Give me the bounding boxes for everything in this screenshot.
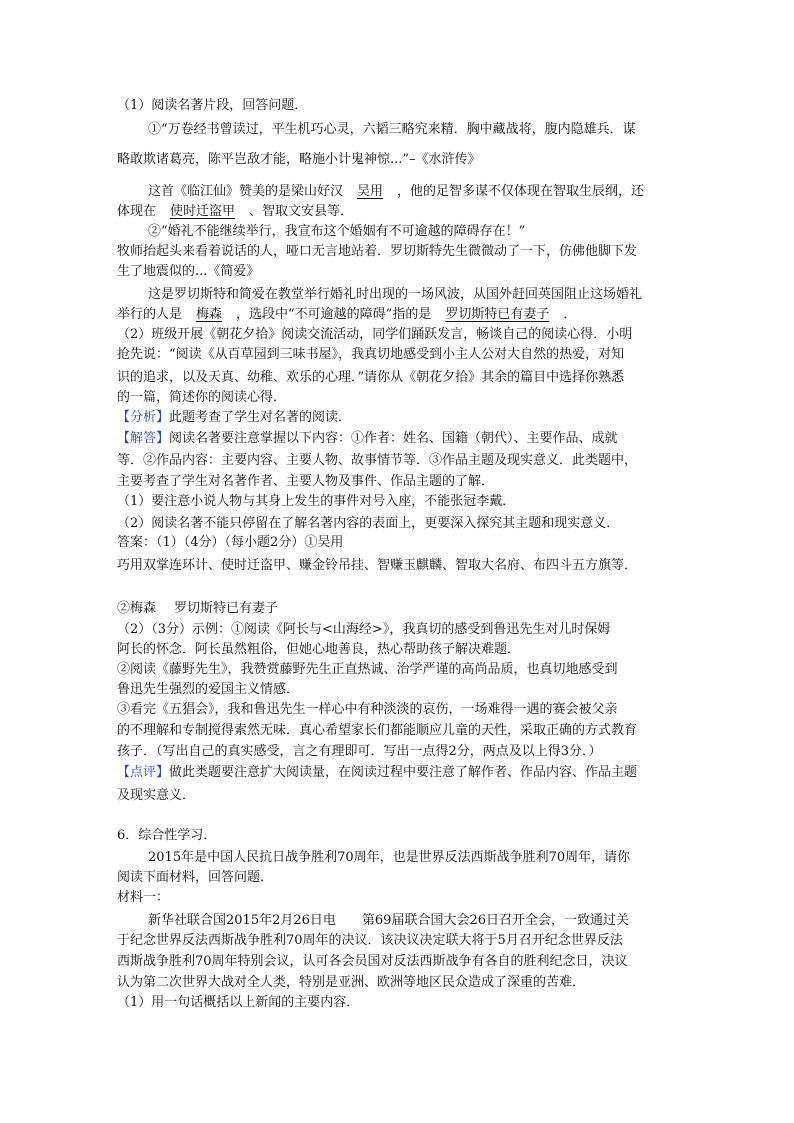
comment-line-1: 【点评】做此类题要注意扩大阅读量，在阅读过程中要注意了解作者、作品内容、作品主题 [117, 765, 638, 780]
answer-tag: 【解答】 [117, 431, 170, 446]
answer-line-14: 的不理解和专制搅得索然无味．真心希望家长们都能顺应儿童的天性，采取正确的方式教育 [117, 723, 638, 738]
q6-title: 6．综合性学习． [117, 828, 217, 843]
jianai-quote-line-2: 牧师抬起头来看着说话的人，哑口无言地站着．罗切斯特先生微微动了一下，仿佛他脚下发 [117, 244, 638, 259]
answer-line-1: 【解答】阅读名著要注意掌握以下内容：①作者：姓名、国籍（朝代）、主要作品、成就 [117, 431, 618, 446]
material-line-2: 于纪念世界反法西斯战争胜利70周年的决议．该决议决定联大将于5月召开纪念世界反法 [117, 933, 623, 948]
q6-intro-line-1: 2015年是中国人民抗日战争胜利70周年，也是世界反法西斯战争胜利70周年，请你 [148, 850, 631, 865]
answer-line-2: 等．②作品内容：主要内容、主要人物、故事情节等．③作品主题及现实意义．此类题中， [117, 453, 638, 468]
answer-line-8: ②梅森 罗切斯特已有妻子 [117, 601, 279, 616]
jianai-question-line-1: 这是罗切斯特和简爱在教堂举行婚礼时出现的一场风波，从国外赶回英国阻止这场婚礼 [148, 287, 643, 302]
q2-line-4: 的一篇，简述你的阅读心得． [117, 390, 287, 405]
q2-line-1: （2）班级开展《朝花夕拾》阅读交流活动，同学们踊跃发言，畅谈自己的阅读心得．小明 [117, 327, 633, 342]
answer-line-13: ③看完《五猖会》，我和鲁迅先生一样心中有种淡淡的哀伤，一场难得一遇的赛会被父亲 [117, 702, 618, 717]
answer-wuyong: 吴用 [357, 184, 384, 199]
comment-tag: 【点评】 [117, 765, 170, 780]
q6-intro-line-2: 阅读下面材料，回答问题． [117, 870, 274, 885]
answer-line-9: （2）（3分）示例：①阅读《阿长与<山海经>》，我真切的感受到鲁迅先生对儿时保姆 [117, 622, 611, 637]
q6-question-1: （1）用一句话概括以上新闻的主要内容． [117, 995, 360, 1010]
q2-line-2: 抢先说：“阅读《从百草园到三味书屋》，我真切地感受到小主人公对大自然的热爱，对知 [117, 347, 625, 362]
material-label: 材料一： [117, 890, 170, 905]
answer-line-11: ②阅读《藤野先生》，我赞赏藤野先生正直热诚、治学严谨的高尚品质，也真切地感受到 [117, 662, 618, 677]
answer-line-6: 答案：（1）（4分）（每小题2分）①吴用 [117, 535, 344, 550]
material-line-4: 认为第二次世界大战对全人类，特别是亚洲、欧洲等地区民众造成了深重的苦难． [117, 975, 586, 990]
answer-line-4: （1）要注意小说人物与其身上发生的事件对号入座，不能张冠李戴． [117, 494, 516, 509]
linjiangxian-line-2: 体现在 使时迁盗甲 、智取文安县等． [117, 204, 354, 219]
q2-line-3: 识的追求，以及天真、幼稚、欢乐的心理．”请你从《朝花夕拾》其余的篇目中选择你熟悉 [117, 370, 625, 385]
answer-wife: 罗切斯特已有妻子 [445, 307, 550, 322]
linjiangxian-line-1: 这首《临江仙》赞美的是梁山好汉 吴用 ，他的足智多谋不仅体现在智取生辰纲，还 [148, 184, 645, 199]
jianai-question-line-2: 举行的人是 梅森 ，选段中“不可逾越的障碍”指的是 罗切斯特已有妻子 ． [117, 307, 577, 322]
answer-line-10: 阿长的怀念．阿长虽然粗俗，但她心地善良，热心帮助孩子解决难题． [117, 642, 521, 657]
answer-line-3: 主要考查了学生对名著作者、主要人物及事件、作品主题的了解． [117, 474, 495, 489]
answer-meisen: 梅森 [196, 307, 223, 322]
analysis: 【分析】此题考查了学生对名著的阅读． [117, 410, 352, 425]
analysis-tag: 【分析】 [117, 410, 170, 425]
answer-shishi: 使时迁盗甲 [170, 204, 236, 219]
comment-line-2: 及现实意义． [117, 788, 196, 803]
material-line-3: 西斯战争胜利70周年特别会议，认可各会员国对反法西斯战争有各自的胜利纪念日，决议 [117, 954, 628, 969]
answer-line-5: （2）阅读名著不能只停留在了解名著内容的表面上，更要深入探究其主题和现实意义． [117, 516, 620, 531]
material-line-1: 新华社联合国2015年2月26日电 第69届联合国大会26日召开全会，一致通过关 [148, 913, 629, 928]
q1-intro: （1）阅读名著片段，回答问题． [117, 98, 308, 113]
answer-line-7: 巧用双掌连环计、使时迁盗甲、赚金铃吊挂、智赚玉麒麟、智取大名府、布四斗五方旗等． [117, 558, 638, 573]
answer-line-15: 孩子．（写出自己的真实感受，言之有理即可．写出一点得2分，两点及以上得3分．） [117, 744, 602, 759]
jianai-quote-line-3: 生了地震似的...《简爱》 [117, 264, 260, 279]
answer-line-12: 鲁迅先生强烈的爱国主义情感． [117, 682, 300, 697]
shuihu-quote-line-1: ①“万卷经书曾读过，平生机巧心灵，六韬三略究来精．胸中藏战将，腹内隐雄兵．谋 [148, 122, 636, 137]
shuihu-quote-line-2: 略敢欺诸葛亮，陈平岂敌才能，略施小计鬼神惊...”–《水浒传》 [117, 152, 481, 167]
jianai-quote-line-1: ②“婚礼不能继续举行，我宣布这个婚姻有不可逾越的障碍存在！” [148, 224, 526, 239]
